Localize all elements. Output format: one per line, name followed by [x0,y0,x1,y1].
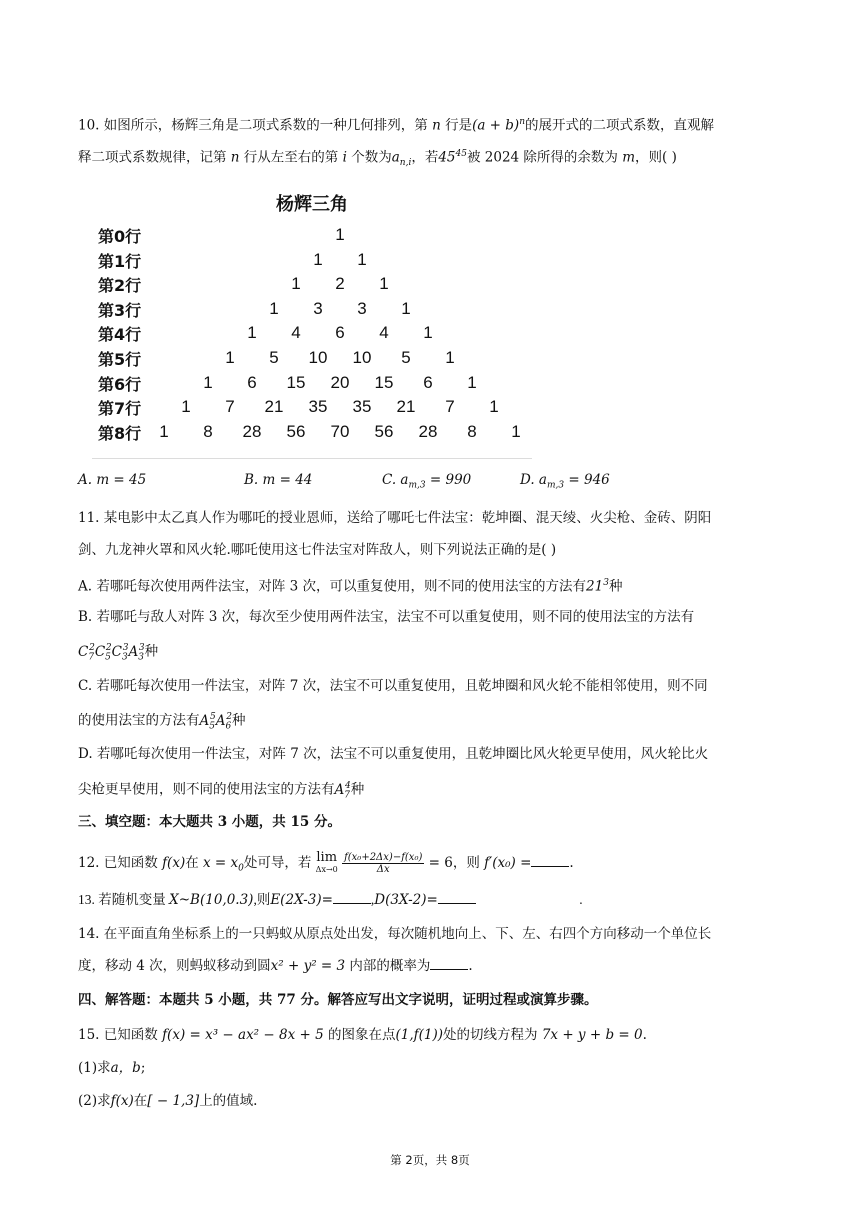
q11-option-a [78,573,622,597]
text: 13. 若随机变量 [78,892,166,907]
triangle-value: 56 [286,421,306,441]
math-base: 45 [438,149,456,166]
math-ask: f′(x₀) = [484,855,532,871]
math-arrangement: $A_7^4$ [334,781,351,801]
triangle-value: 10 [308,348,328,367]
triangle-row-label: 第0行 [98,227,142,246]
text: 上的值域. [199,1093,258,1109]
numerator: f(x₀+2Δx)−f(x₀) [344,852,423,863]
math-i: i [342,149,347,166]
q11-line2: 剑、九龙神火罩和风火轮.哪吒使用这七件法宝对阵敌人，则下列说法正确的是( ) [78,542,557,558]
triangle-row-label: 第2行 [98,276,142,296]
math-pow: 3 [603,578,609,588]
triangle-value: 35 [308,397,328,417]
triangle-value: 1 [225,348,235,367]
math-cond: x = x [203,855,239,871]
triangle-value: 1 [467,372,477,392]
text: 尖枪更早使用，则不同的使用法宝的方法有 [78,781,335,798]
triangle-value: 3 [357,298,367,318]
triangle-value: 1 [203,372,213,392]
q10-choice-d [520,472,610,491]
yanghui-triangle-figure [92,188,532,458]
math-n: n [230,149,240,166]
text: = 6，则 [428,855,480,871]
triangle-value: 4 [379,323,389,343]
math-vars: a，b [110,1060,141,1076]
triangle-value: 21 [264,397,284,417]
triangle-value: 1 [159,421,169,441]
math-m: m [622,149,636,166]
text: . [468,958,473,974]
q11-option-b-line1: B. 若哪吒与敌人对阵 3 次，每次至少使用两件法宝，法宝不可以重复使用，则不同的使用法宝的方法有 [78,609,695,625]
q11-option-d-line2 [78,776,364,805]
answer-blank[interactable] [438,891,476,904]
triangle-row-label: 第3行 [98,300,142,320]
text: 行从左至右的第 [243,149,339,166]
q10-line2 [78,144,677,173]
triangle-value: 28 [242,421,262,441]
math-arrangement: $A_5^5A_6^2$ [199,712,232,732]
q11-option-b-line2 [78,638,158,667]
text: 行是 [445,117,473,134]
text: 的展开式的二项式系数，直观解 [524,117,714,134]
triangle-value: 4 [291,323,301,343]
triangle-row-label: 第8行 [98,423,142,443]
triangle-value: 1 [291,274,301,294]
math-d: D(3X-2)= [374,892,438,908]
triangle-row-label: 第5行 [98,350,142,369]
q14-line1: 14. 在平面直角坐标系上的一只蚂蚁从原点处出发，每次随机地向上、下、左、右四个方向移动一个单位长 [78,926,712,942]
triangle-value: 21 [396,397,416,417]
fraction [342,852,424,875]
math-expr: (a + b) [472,117,520,134]
triangle-value: 1 [181,397,191,417]
q10-choice-b [244,472,312,488]
triangle-value: 15 [286,372,306,392]
text: 处可导，若 [243,855,312,871]
section-4-heading: 四、解答题：本题共 5 小题，共 77 分。解答应写出文字说明，证明过程或演算步骤。 [78,992,598,1008]
choice-text: D. a [520,472,547,488]
triangle-value: 5 [401,348,411,367]
choice-text: C. a [382,472,409,488]
math-exp: n [519,117,525,127]
text: (2)求 [78,1093,111,1109]
text: 在 [133,1093,148,1109]
limit [315,849,338,876]
q15 [78,1025,647,1045]
answer-blank[interactable] [333,891,371,904]
page-footer: 第 2页，共 8页 [390,1153,470,1167]
triangle-value: 6 [335,323,345,343]
triangle-value: 7 [445,397,455,417]
triangle-value: 35 [352,397,372,417]
text: 种 [350,781,365,798]
q11-option-c-line1: C. 若哪吒每次使用一件法宝，对阵 7 次，法宝不可以重复使用，且乾坤圈和风火轮不能相邻使用，则不同 [78,678,708,694]
text: 个数为 [351,149,392,166]
q15-part1 [78,1058,145,1078]
triangle-value: 1 [357,249,367,269]
triangle-value: 20 [330,372,350,392]
triangle-value: 1 [269,298,279,318]
text: 释二项式系数规律，记第 [78,149,227,166]
text: . [579,892,583,907]
text: 12. 已知函数 [78,855,158,871]
triangle-value: 1 [401,298,411,318]
q13 [78,890,583,910]
triangle-value: 6 [247,372,257,392]
q10-line1 [78,112,714,136]
text: 的图象在点 [327,1027,396,1043]
denominator: Δx [376,864,390,875]
triangle-value: 6 [423,372,433,392]
choice-sub: m,3 [546,480,565,491]
triangle-value: 1 [379,274,389,294]
triangle-value: 1 [247,323,257,343]
math-e: E(2X-3)= [270,892,333,908]
text: (1)求 [78,1060,111,1076]
q11-line1: 11. 某电影中太乙真人作为哪吒的授业恩师，送给了哪吒七件法宝：乾坤圈、混天绫、火尖枪、金砖、阴阳 [78,510,712,526]
text: ,则 [253,892,271,907]
math-x: X~B(10,0.3) [169,892,254,908]
math-circle: x² + y² = 3 [270,958,346,974]
math-point: (1,f(1)) [395,1027,444,1043]
q11-option-d-line1: D. 若哪吒每次使用一件法宝，对阵 7 次，法宝不可以重复使用，且乾坤圈比风火轮更早使用，风火轮比火 [78,746,709,762]
text: 种 [608,578,623,595]
math-tangent: 7x + y + b = 0 [541,1027,643,1043]
text: 在 [185,855,199,871]
text: 的使用法宝的方法有 [78,712,200,729]
figure-divider [92,458,532,459]
triangle-value: 8 [203,421,213,441]
choice-text: A. m = 45 [78,472,147,488]
lim-sub: Δx→0 [315,864,338,874]
triangle-value: 5 [269,348,279,367]
math-f: f(x) [110,1093,134,1109]
answer-blank[interactable] [531,854,569,867]
triangle-value: 28 [418,421,438,441]
q14-line2 [78,956,473,976]
text: A. 若哪吒每次使用两件法宝，对阵 3 次，可以重复使用，则不同的使用法宝的方法有 [78,578,587,595]
triangle-value: 1 [511,421,521,441]
text: 内部的概率为 [349,958,431,974]
text: 15. 已知函数 [78,1027,158,1043]
triangle-value: 3 [313,298,323,318]
text: 10. 如图所示，杨辉三角是二项式系数的一种几何排列，第 [78,117,428,134]
triangle-row-label: 第7行 [98,399,142,419]
triangle-row-label: 第1行 [98,251,142,271]
lim-text: lim [316,849,338,865]
text: ; [140,1060,146,1076]
triangle-title: 杨辉三角 [276,194,348,215]
triangle-row-label: 第6行 [98,374,142,394]
q12 [78,848,574,878]
q11-option-c-line2 [78,707,245,736]
triangle-value: 1 [423,323,433,343]
q10-choice-c [382,472,471,491]
triangle-value: 10 [352,348,372,367]
math-a: a [391,149,400,166]
text: ，若 [411,149,439,166]
q10-choice-a [78,472,146,488]
triangle-value: 70 [330,421,350,441]
triangle-value: 1 [313,249,323,269]
answer-blank[interactable] [430,957,468,970]
triangle-value: 8 [467,421,477,441]
text: 处的切线方程为 [443,1027,538,1043]
text: . [642,1027,647,1043]
text: , [370,892,375,907]
choice-text: = 990 [425,472,472,488]
choice-text: = 946 [564,472,610,488]
math-sub: n,i [399,158,412,169]
choice-sub: m,3 [408,480,426,491]
q15-part2 [78,1091,257,1111]
text: 度，移动 4 次，则蚂蚁移动到圆 [78,958,271,974]
text: 种 [144,643,159,660]
text: 被 2024 除所得的余数为 [466,149,618,166]
triangle-row-label: 第4行 [98,325,142,345]
math-pow: 45 [455,149,467,159]
triangle-value: 7 [225,397,235,417]
triangle-value: 1 [335,225,345,244]
math-func: f(x) = x³ − ax² − 8x + 5 [162,1027,324,1043]
triangle-value: 1 [445,348,455,367]
math-sub: 0 [238,863,244,874]
text: ，则( ) [635,149,677,166]
math-n: n [432,117,441,134]
math-fx: f(x) [162,855,186,871]
text: . [569,855,574,871]
triangle-value: 56 [374,421,394,441]
triangle-value: 2 [335,274,345,294]
text: 种 [231,712,246,729]
triangle-value: 1 [489,397,499,417]
math-combination: $C_7^2C_5^2C_3^3A_3^3$ [78,643,145,663]
math-base: 21 [586,578,604,595]
choice-text: B. m = 44 [244,472,313,488]
triangle-value: 15 [374,372,394,392]
section-3-heading: 三、填空题：本大题共 3 小题，共 15 分。 [78,814,341,830]
math-interval: [ − 1,3] [147,1093,200,1109]
